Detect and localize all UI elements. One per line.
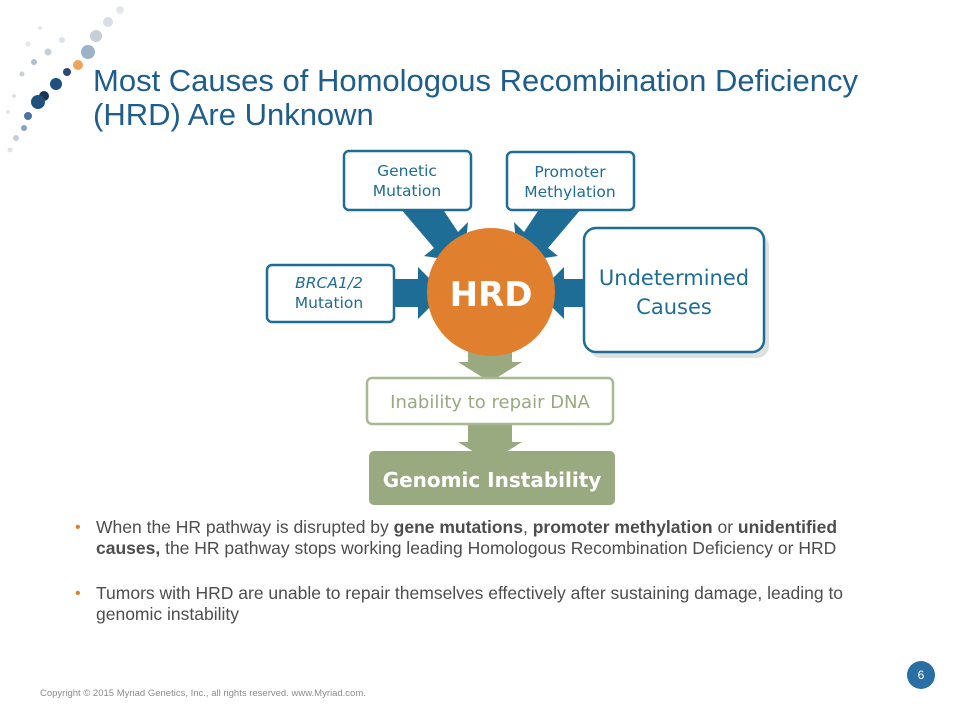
promoter-methylation-line-1: Promoter xyxy=(534,163,606,181)
genomic-instability-box xyxy=(369,451,615,505)
copyright-footer: Copyright © 2015 Myriad Genetics, Inc., all rights reserved. www.Myriad.com. xyxy=(40,688,366,699)
undetermined-causes-line-1: Undetermined xyxy=(598,266,750,290)
slide-title-line-1: Most Causes of Homologous Recombination Deficiency xyxy=(93,63,859,98)
bullet-list xyxy=(75,517,905,625)
bullet-item-1 xyxy=(75,517,905,559)
brca-mutation-line-2: Mutation xyxy=(294,294,364,312)
genetic-mutation-line-2: Mutation xyxy=(372,182,442,200)
undetermined-causes-box xyxy=(584,228,769,358)
page-number-badge: 6 xyxy=(907,661,935,689)
promoter-methylation-box xyxy=(507,152,634,210)
genomic-instability-label: Genomic Instability xyxy=(382,468,602,492)
promoter-methylation-line-2: Methylation xyxy=(524,183,616,201)
undetermined-causes-line-2: Causes xyxy=(636,295,712,319)
inability-repair-box xyxy=(367,378,613,424)
brca-mutation-line-1: BRCA1/2 xyxy=(295,274,363,292)
inability-repair-label: Inability to repair DNA xyxy=(390,392,590,413)
hrd-label: HRD xyxy=(449,275,533,315)
brca-mutation-box xyxy=(267,265,394,322)
bullet-1-text: When the HR pathway is disrupted by gene mutations, promoter methylation or unidentified causes, the HR pathway stops working leading Homologous Recombination Deficiency or HRD xyxy=(96,517,838,558)
genetic-mutation-line-1: Genetic xyxy=(377,162,437,180)
bullet-dot: • xyxy=(75,519,81,536)
slide-title-line-2: (HRD) Are Unknown xyxy=(93,97,374,132)
bullet-dot: • xyxy=(75,585,81,602)
bullet-2-text: Tumors with HRD are unable to repair themselves effectively after sustaining damage, leading to genomic instability xyxy=(96,583,844,624)
genetic-mutation-box xyxy=(344,151,471,210)
bullet-item-2 xyxy=(75,583,905,625)
